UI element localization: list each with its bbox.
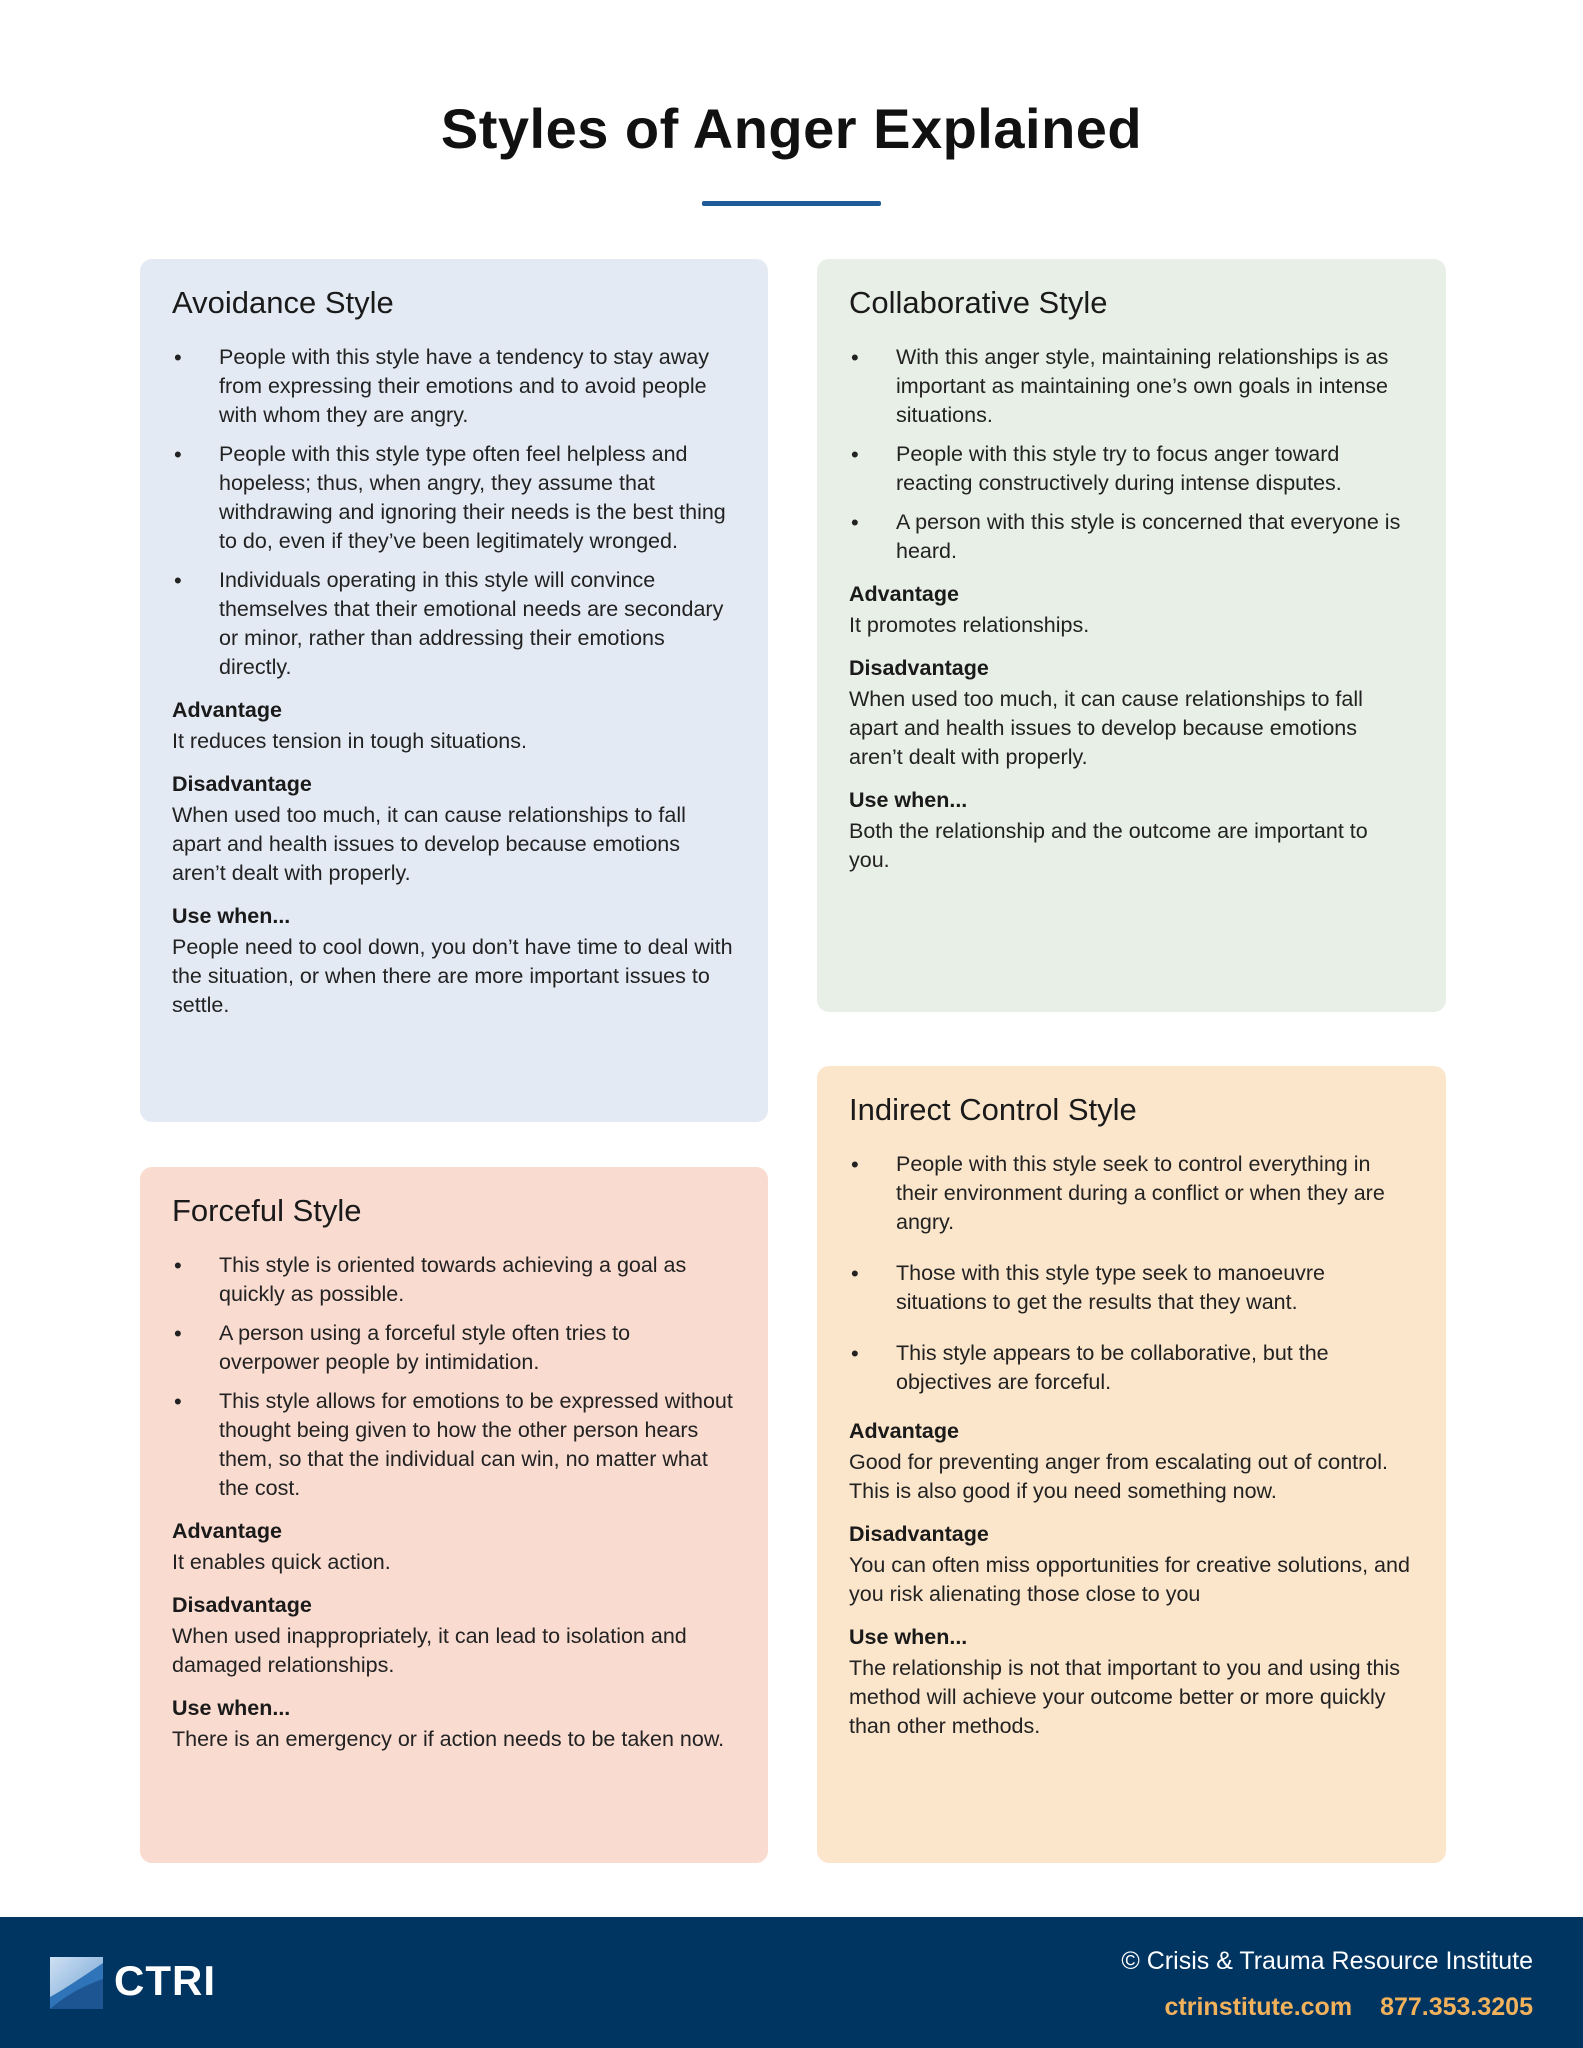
disadvantage-label: Disadvantage (172, 772, 312, 796)
bullet-text: Individuals operating in this style will convince themselves that their emotional needs are secondary or minor, rather than addressing their emotions directly. (219, 568, 724, 679)
bullet-icon: • (851, 1341, 859, 1366)
title-divider (702, 201, 881, 206)
bullet-text: Those with this style type seek to manoeuvre situations to get the results that they want. (896, 1261, 1326, 1314)
bullet-icon: • (851, 1152, 859, 1177)
advantage-text: It promotes relationships. (849, 613, 1090, 637)
list-item (849, 508, 1414, 566)
list-item (172, 1251, 736, 1309)
ctri-logo-text: CTRI (114, 1957, 216, 2004)
use-when-text: People need to cool down, you don’t have time to deal with the situation, or when there are more important issues to settle. (172, 935, 733, 1017)
indirect-bullets (849, 1150, 1414, 1397)
bullet-icon: • (851, 510, 859, 535)
advantage-text: Good for preventing anger from escalating out of control. This is also good if you need something now. (849, 1450, 1389, 1503)
list-item (172, 1319, 736, 1377)
disadvantage-text: When used inappropriately, it can lead to isolation and damaged relationships. (172, 1624, 687, 1677)
bullet-icon: • (851, 442, 859, 467)
avoidance-heading: Avoidance Style (172, 285, 394, 320)
use-when-label: Use when... (172, 904, 291, 928)
use-when-text: There is an emergency or if action needs to be taken now. (172, 1727, 725, 1751)
bullet-text: People with this style type often feel helpless and hopeless; thus, when angry, they assume that withdrawing and ignoring their needs is the best thing to do, even if they’ve been legitimately wronged. (219, 442, 726, 553)
bullet-text: This style allows for emotions to be expressed without thought being given to how the other person hears them, so that the individual can win, no matter what the cost. (219, 1389, 733, 1500)
bullet-text: A person with this style is concerned that everyone is heard. (896, 510, 1401, 563)
forceful-style-card (140, 1167, 768, 1863)
advantage-text: It reduces tension in tough situations. (172, 729, 527, 753)
bullet-icon: • (174, 1389, 182, 1414)
bullet-text: People with this style seek to control everything in their environment during a conflict or when they are angry. (896, 1152, 1385, 1234)
phone-number[interactable]: 877.353.3205 (1380, 1993, 1533, 2021)
list-item (172, 440, 736, 556)
ctri-logo-icon (50, 1957, 103, 2009)
bullet-text: This style appears to be collaborative, but the objectives are forceful. (896, 1341, 1329, 1394)
forceful-heading: Forceful Style (172, 1193, 362, 1228)
disadvantage-label: Disadvantage (849, 656, 989, 680)
avoidance-bullets (172, 343, 736, 682)
bullet-icon: • (174, 345, 182, 370)
bullet-text: People with this style try to focus anger toward reacting constructively during intense disputes. (896, 442, 1342, 495)
advantage-label: Advantage (849, 1419, 959, 1443)
website-link[interactable]: ctrinstitute.com (1164, 1993, 1353, 2021)
contact-info (1165, 1993, 1533, 2022)
advantage-label: Advantage (172, 1519, 282, 1543)
list-item (172, 343, 736, 430)
use-when-text: Both the relationship and the outcome are important to you. (849, 819, 1368, 872)
bullet-icon: • (174, 568, 182, 593)
indirect-control-style-card (817, 1066, 1446, 1863)
bullet-icon: • (851, 345, 859, 370)
disadvantage-label: Disadvantage (172, 1593, 312, 1617)
indirect-heading: Indirect Control Style (849, 1092, 1137, 1127)
advantage-label: Advantage (172, 698, 282, 722)
bullet-text: With this anger style, maintaining relationships is as important as maintaining one’s own goals in intense situations. (896, 345, 1389, 427)
bullet-text: This style is oriented towards achieving a goal as quickly as possible. (219, 1253, 687, 1306)
list-item (849, 1150, 1414, 1237)
list-item (172, 566, 736, 682)
list-item (849, 440, 1414, 498)
list-item (849, 343, 1414, 430)
forceful-bullets (172, 1251, 736, 1503)
use-when-label: Use when... (849, 1625, 968, 1649)
bullet-icon: • (174, 442, 182, 467)
bullet-icon: • (174, 1253, 182, 1278)
use-when-label: Use when... (172, 1696, 291, 1720)
bullet-icon: • (851, 1261, 859, 1286)
collaborative-heading: Collaborative Style (849, 285, 1108, 320)
collaborative-bullets (849, 343, 1414, 566)
disadvantage-text: You can often miss opportunities for creative solutions, and you risk alienating those close to you (849, 1553, 1410, 1606)
bullet-text: A person using a forceful style often tries to overpower people by intimidation. (219, 1321, 631, 1374)
footer (0, 1917, 1583, 2048)
list-item (849, 1339, 1414, 1397)
bullet-text: People with this style have a tendency to stay away from expressing their emotions and to avoid people with whom they are angry. (219, 345, 709, 427)
advantage-label: Advantage (849, 582, 959, 606)
bullet-icon: • (174, 1321, 182, 1346)
copyright-text: © Crisis & Trauma Resource Institute (1121, 1947, 1533, 1975)
use-when-label: Use when... (849, 788, 968, 812)
use-when-text: The relationship is not that important to you and using this method will achieve your outcome better or more quickly than other methods. (849, 1656, 1400, 1738)
advantage-text: It enables quick action. (172, 1550, 391, 1574)
disadvantage-text: When used too much, it can cause relationships to fall apart and health issues to develop because emotions aren’t dealt with properly. (172, 803, 686, 885)
page-title: Styles of Anger Explained (440, 97, 1143, 160)
list-item (849, 1259, 1414, 1317)
disadvantage-label: Disadvantage (849, 1522, 989, 1546)
collaborative-style-card (817, 259, 1446, 1012)
list-item (172, 1387, 736, 1503)
avoidance-style-card (140, 259, 768, 1122)
disadvantage-text: When used too much, it can cause relationships to fall apart and health issues to develop because emotions aren’t dealt with properly. (849, 687, 1363, 769)
